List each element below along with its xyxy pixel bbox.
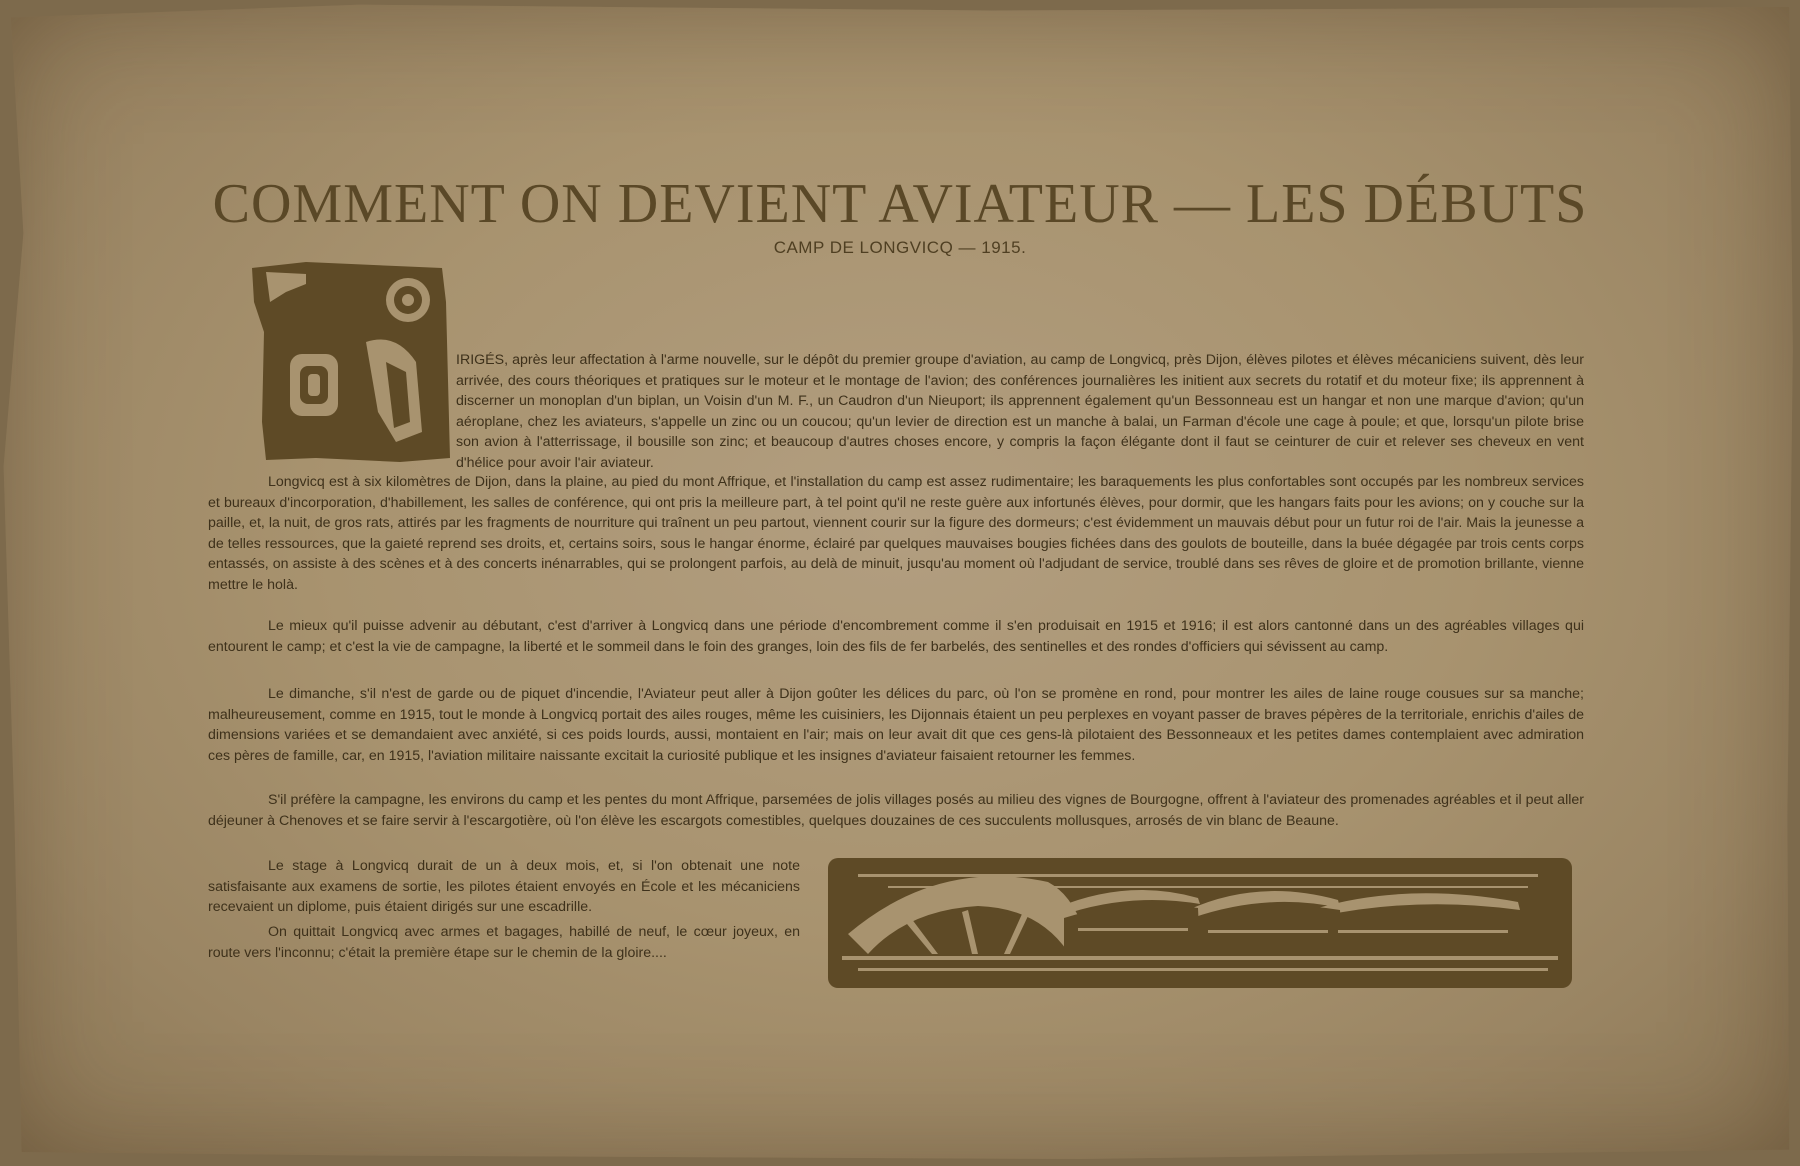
hangar-woodcut-illustration: [828, 858, 1572, 988]
dropcap-illustration: [246, 262, 450, 462]
paragraph-6: [208, 856, 800, 918]
paragraph-5-text: S'il préfère la campagne, les environs du camp et les pentes du mont Affrique, parsemées de jolis villages posés au milieu des vignes de Bourgogne, offrent à l'aviateur des promenades agréables et il peut aller déjeuner à Chenoves et se faire servir à l'escargotière, où l'on élève les escargots comestibles, quelques douzaines de ces succulents mollusques, arrosés de vin blanc de Beaune.: [208, 792, 1584, 829]
paragraph-3: [208, 616, 1584, 657]
paragraph-6-text: Le stage à Longvicq durait de un à deux mois, et, si l'on obtenait une note satisfaisante aux examens de sortie, les pilotes étaient envoyés en École et les mécaniciens recevaient un diplome, puis étaient dirigés sur une escadrille.: [208, 858, 800, 916]
page-title: COMMENT ON DEVIENT AVIATEUR — LES DÉBUTS: [212, 173, 1588, 235]
paragraph-4: [208, 684, 1584, 766]
paragraph-1-text: IRIGÉS, après leur affectation à l'arme nouvelle, sur le dépôt du premier groupe d'aviation, au camp de Longvicq, près Dijon, élèves pilotes et élèves mécaniciens suivent, dès leur arrivée, des cours théoriques et pratiques sur le moteur et le montage de l'avion; des conférences journalières les initient aux secrets du rotatif et du moteur fixe; ils apprennent à discerner un monoplan d'un biplan, un Voisin d'un M. F., un Caudron d'un Nieuport; ils apprennent également qu'un Bessonneau est un hangar et non une marque d'avion; qu'un aéroplane, chez les aviateurs, s'appelle un zinc ou un coucou; qu'un levier de direction est un manche à balai, un Farman d'école une cage à poule; et que, lorsqu'un pilote brise son avion à l'atterrissage, il bousille son zinc; et beaucoup d'autres choses encore, y compris la façon élégante dont il faut se ceinturer de cuir et relever ses cheveux en vent d'hélice pour avoir l'air aviateur.: [456, 352, 1584, 471]
paragraph-4-text: Le dimanche, s'il n'est de garde ou de piquet d'incendie, l'Aviateur peut aller à Dijon goûter les délices du parc, où l'on se promène en rond, pour montrer les ailes de laine rouge cousues sur sa manche; malheureusement, comme en 1915, tout le monde à Longvicq portait des ailes rouges, même les cuisiniers, les Dijonnais étaient un peu perplexes en voyant passer de braves pépères de la territoriale, enrichis d'ailes de dimensions variées et se demandaient avec anxiété, si ces poids lourds, aussi, montaient en l'air; mais on leur avait dit que ces gens-là pilotaient des Bessonneaux et les petites dames contemplaient avec admiration ces pères de famille, car, en 1915, l'aviation militaire naissante excitait la curiosité publique et les insignes d'aviateur faisaient retourner les femmes.: [208, 686, 1584, 764]
page-subtitle: CAMP DE LONGVICQ — 1915.: [773, 238, 1027, 257]
paragraph-2-text: Longvicq est à six kilomètres de Dijon, dans la plaine, au pied du mont Affrique, et l'installation du camp est assez rudimentaire; les baraquements les plus confortables sont occupés par les nombreux services et bureaux d'incorporation, d'habillement, les salles de conférence, qui ont pris la meilleure part, à tel point qu'il ne reste guère aux infortunés élèves, pour dormir, que les hangars faits pour les avions; on y couche sur la paille, et, la nuit, de gros rats, attirés par les fragments de nourriture qui traînent un peu partout, viennent courir sur la figure des dormeurs; c'est évidemment un mauvais début pour un futur roi de l'air. Mais la jeunesse a de telles ressources, que la gaieté reprend ses droits, et, certains soirs, sous le hangar énorme, éclairé par quelques mauvaises bougies fichées dans des goulots de bouteille, dans la buée dégagée par trois cents corps entassés, on assiste à des scènes et à des concerts inénarrables, qui se prolongent parfois, au delà de minuit, jusqu'au moment où l'adjudant de service, troublé dans ses rêves de gloire et de promotion brillante, vienne mettre le holà.: [208, 474, 1584, 593]
paragraph-3-text: Le mieux qu'il puisse advenir au débutant, c'est d'arriver à Longvicq dans une période d'encombrement comme il s'en produisait en 1915 et 1916; il est alors cantonné dans un des agréables villages qui entourent le camp; et c'est la vie de campagne, la liberté et le sommeil dans le foin des granges, loin des fils de fer barbelés, des sentinelles et des rondes d'officiers qui sévissent au camp.: [208, 618, 1584, 655]
paragraph-7: [208, 922, 800, 963]
paragraph-7-text: On quittait Longvicq avec armes et bagages, habillé de neuf, le cœur joyeux, en route vers l'inconnu; c'était la première étape sur le chemin de la gloire....: [208, 924, 800, 961]
paragraph-1-top: [456, 350, 1584, 475]
paragraph-2: [208, 472, 1584, 596]
paragraph-5: [208, 790, 1584, 831]
